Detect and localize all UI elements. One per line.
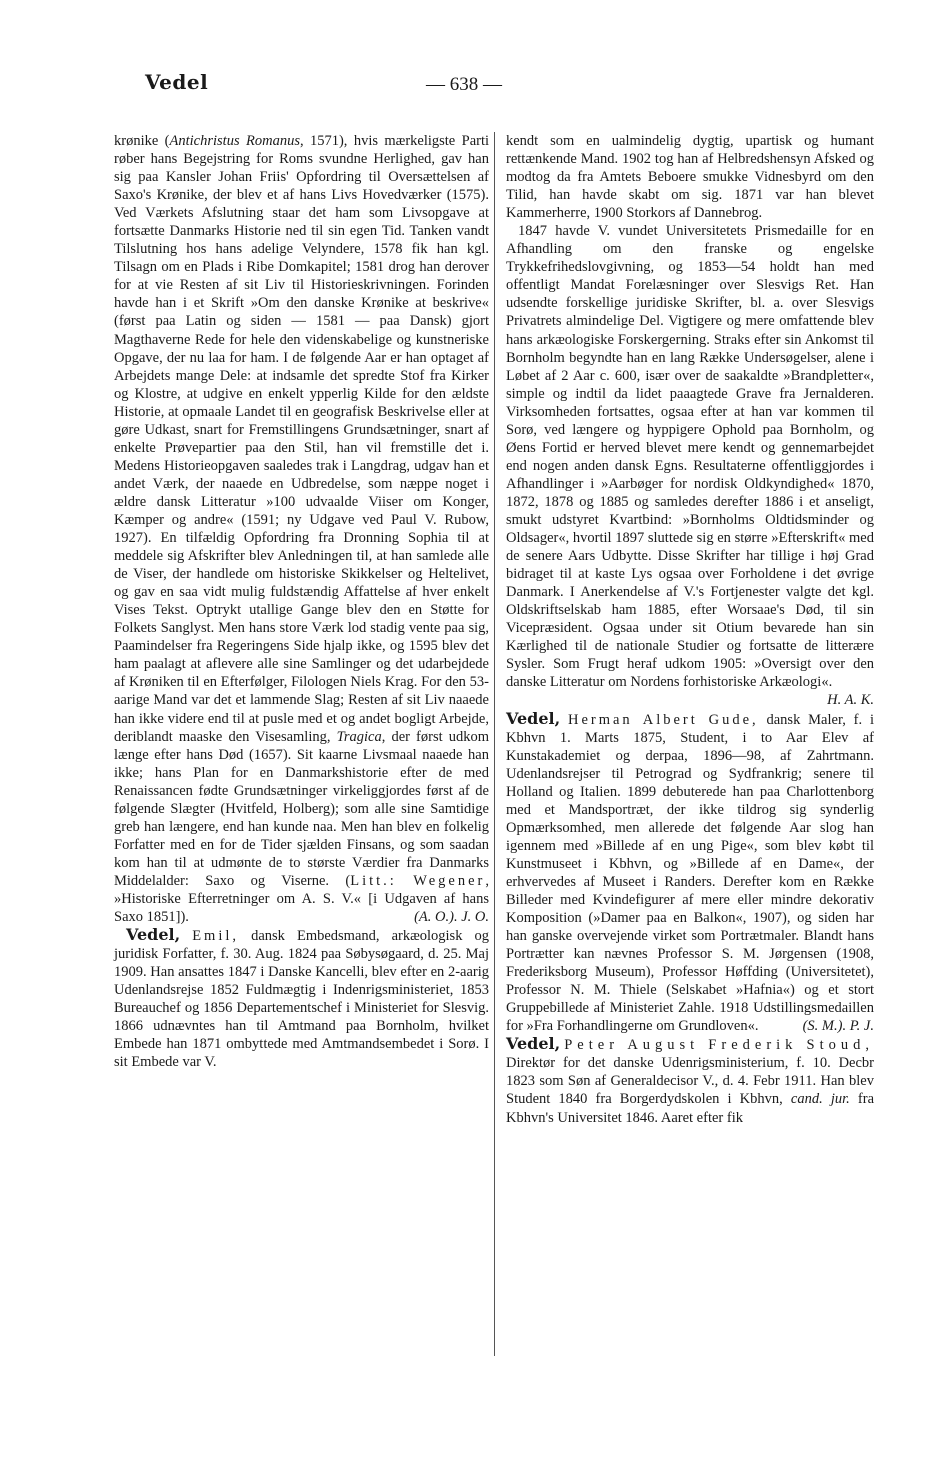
entry-anders-soerensen-vedel-continued: [114, 132, 489, 926]
entry-headword: Vedel,: [506, 1034, 561, 1054]
author-wegener: Wegener: [413, 872, 486, 889]
entry-emil-vedel-paragraph: [506, 222, 874, 709]
text-run: , der først udkom længe efter hans Død (1657). Sit kaarne Livsmaal naaede han ikke; hans Plan for en Danmarkshistorie efter de med Renaissancen fødte Grundsætninger virkeliggjordes først af de følgende Slægter (Hvitfeld, Holberg); som alle sine Samtidige greb han længere, end han kunde naa. Men han blev en folkelig Forfatter med en for de Tider sjælden Finsans, og som saadan kom han til at udmønte de to største Værdier fra Danmarks Middelalder: Saxo og Viserne. (: [114, 728, 490, 889]
italic-title: Tragica: [336, 728, 382, 745]
italic-title: Antichristus Romanus: [169, 133, 300, 149]
text-run: , 1571), hvis mærkeligste Parti røber hans Begejstring for Roms svundne Herlighed, gav han sig paa Kansler Johan Friis' Opfordring til Oversættelsen af Saxo's Krønike, der blev et af hans Livs Hovedværker (1575). Ved Værkets Afslutning staar det ham som Livsopgave at fortsætte Danmarks Historie ned til sin egen Tid. Tanken vandt Tilslutning hos hans adelige Velyndere, 1578 fik han kgl. Tilsagn om en Plads i Ribe Domkapitel; 1581 drog han derover for at vie Resten af sit Liv til Historieskrivningen. Forinden havde han i et Skrift »Om den danske Krønike at beskrive« (først paa Latin og siden — 1581 — paa Dansk) gjort Magthaverne Rede for hele den videnskabelige og kunstneriske Opgave, der nu laa for ham. I de følgende Aar er han optaget af Arbejdets mange Dele: at indsamle det spredte Stof fra Kirker og Klostre, at udgive en enkelt ypperlig Kilde for den ældste Historie, at opmaale Landet til en geografisk Beskrivelse eller at gøre Udkast, snart for Fremstillingens Grundsætninger, snart af enkelte Prøvepartier paa den Stil, han vil fremstille det i. Medens Historieopgaven saaledes trak i Langdrag, udgav han et andet Værk, der naaede en Udbredelse, som næppe noget i ældre dansk Litteratur »100 udvaalde Viiser om Konger, Kæmper og andre« (1591; ny Udgave ved Paul V. Rubow, 1927). En tilfældig Opfordring fra Dronning Sophia til at meddele sig Afskrifter blev Anledningen til, at han samlede alle de Viser, der handlede om historiske Skikkelser og Heltelivet, og gav en saa vidt mulig fuldstændig Affattelse af hver enkelt Vises Tekst. Optrykt utallige Gange blev den en Støtte for Folkets Sanglyst. Men hans store Værk lod stadig vente paa sig, Paamindelser fra Regeringens Side hjalp ikke, og 1595 blev det ham paalagt at aflevere alle sine Samlinger og det udarbejdede af Krøniken til en Efterfølger, Filologen Niels Krag. For den 53-aarige Mand var det et lammende Slag; Resten af sit Liv naaede han ikke videre end til at pusle med et og andet bogligt Arbejde, deriblandt maaske den Visesamling,: [114, 133, 490, 745]
entry-text: Direktør for det danske Udenrigsministerium, f. 10. Decbr 1823 som Søn af Generaldecisor V., d. 4. Febr 1911. Han blev Student 1840 fra Borgerdydskolen i Kbhvn,: [506, 1055, 874, 1108]
text-run: [397, 873, 413, 889]
entry-herman-vedel: [506, 710, 874, 1036]
entry-given-name: Emil,: [192, 928, 240, 945]
entry-text: 1847 havde V. vundet Universitetets Prismedaille for en Afhandling om den franske og engelske Trykkefrihedslovgivning, og 1853—54 holdt han med offentligt Mandat Forelæsninger over Slesvigs Ret. Han udsendte forskellige juridiske Skrifter, bl. a. over Slesvigs Privatrets almindelige Del. Vigtigere og mere omfattende blev hans arkæologiske Forskergerning. Straks efter sin Ankomst til Bornholm begyndte han en lang Række Undersøgelser, alene i Løbet af 2 Aar c. 600, især over de saakaldte »Brandpletter«, simple og indtil da lidet paaagtede Grave fra Jernalderen. Virksomheden fortsattes, ogsaa efter at han var kommen til Sorø, ved længere og hyppigere Ophold paa Bornholm, og Øens Fortid er herved blevet mere kendt og gennemarbejdet end nogen anden dansk Egns. Resultaterne offentliggjordes i Afhandlinger i »Aarbøger for nordisk Oldkyndighed« 1870, 1872, 1878 og 1885 og samledes derefter 1886 i et anseligt, smukt udstyret Kvartbind: »Bornholms Oldtidsminder og Oldsager«, hvortil 1897 sluttede sig en større »Efterskrift« med de senere Aars Udbytte. Disse Skrifter har tillige i høj Grad bidraget til at kaste Lys ogsaa over Forholdene i det øvrige Danmark. I Anerkendelse af V.'s Fortjenester valgte det kgl. Oldskriftselskab ham 1885, efter Worsaae's Død, til sin Vicepræsident. Ogsaa under sit Otium bevarede han sin Kærlighed til de nationale Studier og fortsatte de litterære Sysler. Som Frugt heraf udkom 1905: »Oversigt over den danske Litteratur om Nordens forhistoriske Arkæologi«.: [506, 223, 874, 691]
text-run: krønike (: [114, 133, 170, 149]
entry-peter-vedel: [506, 1035, 874, 1126]
running-head: Vedel: [145, 70, 209, 94]
entry-given-name: Peter August Frederik Stoud,: [564, 1037, 874, 1054]
entry-given-name: Herman Albert Gude,: [567, 711, 759, 728]
right-column: [506, 132, 874, 1127]
entry-headword: Vedel,: [506, 708, 561, 728]
italic-degree: cand. jur.: [790, 1091, 850, 1108]
signature: (S. M.). P. J.: [802, 1018, 874, 1035]
page-header: [0, 0, 928, 110]
text-run: , »Historiske Efterretninger om A. S. V.« [i Udgaven af hans Saxo 1851]).: [114, 872, 489, 926]
signature: H. A. K.: [827, 692, 874, 709]
entry-headword: Vedel,: [126, 925, 181, 945]
left-column: [114, 132, 489, 1071]
entry-text: fra Kbhvn's Universitet 1846. Aaret efter fik: [506, 1091, 875, 1126]
signature: (A. O.). J. O.: [414, 909, 489, 926]
entry-emil-vedel: [114, 926, 489, 1071]
entry-text: dansk Embedsmand, arkæologisk og juridisk Forfatter, f. 30. Aug. 1824 paa Søbysøgaard, d. 25. Maj 1909. Han ansattes 1847 i Danske Kancelli, blev efter en 2-aarig Udenlandsrejse 1852 Fuldmægtig i Indenrigsministeriet, 1853 Bureauchef og 1856 Departementschef i Ministeriet for Slesvig. 1866 udnævntes han til Amtmand paa Bornholm, hvilket Embede han 1871 ombyttede med Amtmandsembedet i Sorø. I sit Embede var V.: [114, 928, 489, 1071]
page-number: — 638 —: [426, 74, 502, 95]
litt-label: Litt.:: [350, 872, 397, 889]
column-divider: [494, 132, 495, 1356]
entry-emil-vedel-continued: kendt som en ualmindelig dygtig, upartisk og humant rettænkende Mand. 1902 tog han af Helbredshensyn Afsked og modtog da fra Amtets Beboere smukke Vidnesbyrd om den Tilid, han havde skabt om sig. 1871 var han blevet Kammerherre, 1900 Storkors af Dannebrog.: [506, 133, 874, 222]
entry-text: dansk Maler, f. i Kbhvn 1. Marts 1875, Student, i to Aar Elev af Kunstakademiet og derpaa, 1896—98, af Zahrtmann. Udenlandsrejser til Petrograd og Sydfrankrig; senere til Holland og Italien. 1899 debuterede han paa Charlottenborg med et Mandsportræt, der ikke tildrog sig synderlig Opmærksomhed, men allerede det følgende Aar slog han igennem med »Billede af en ung Pige«, som blev købt til Kunstmuseet i Kbhvn, og »Billede af en Dame«, der erhvervedes af Museet i Randers. Derefter kom en Række Billeder med Kvindefigurer af mere eller mindre dekorativ Komposition (»Damer paa en Balkon«, 1907), og siden har han ganske overvejende virket som Portrætmaler. Blandt hans Portrætter kan nævnes Professor S. M. Jørgensen (1908, Frederiksborg Museum), Professor Høffding (Universitetet), Professor N. M. Thiele (Selskabet »Hafnia«) og et stort Gruppebillede af Ministeriet Zahle. 1918 Udstillingsmedaillen for »Fra Forhandlingerne om Grundloven«.: [506, 711, 874, 1035]
